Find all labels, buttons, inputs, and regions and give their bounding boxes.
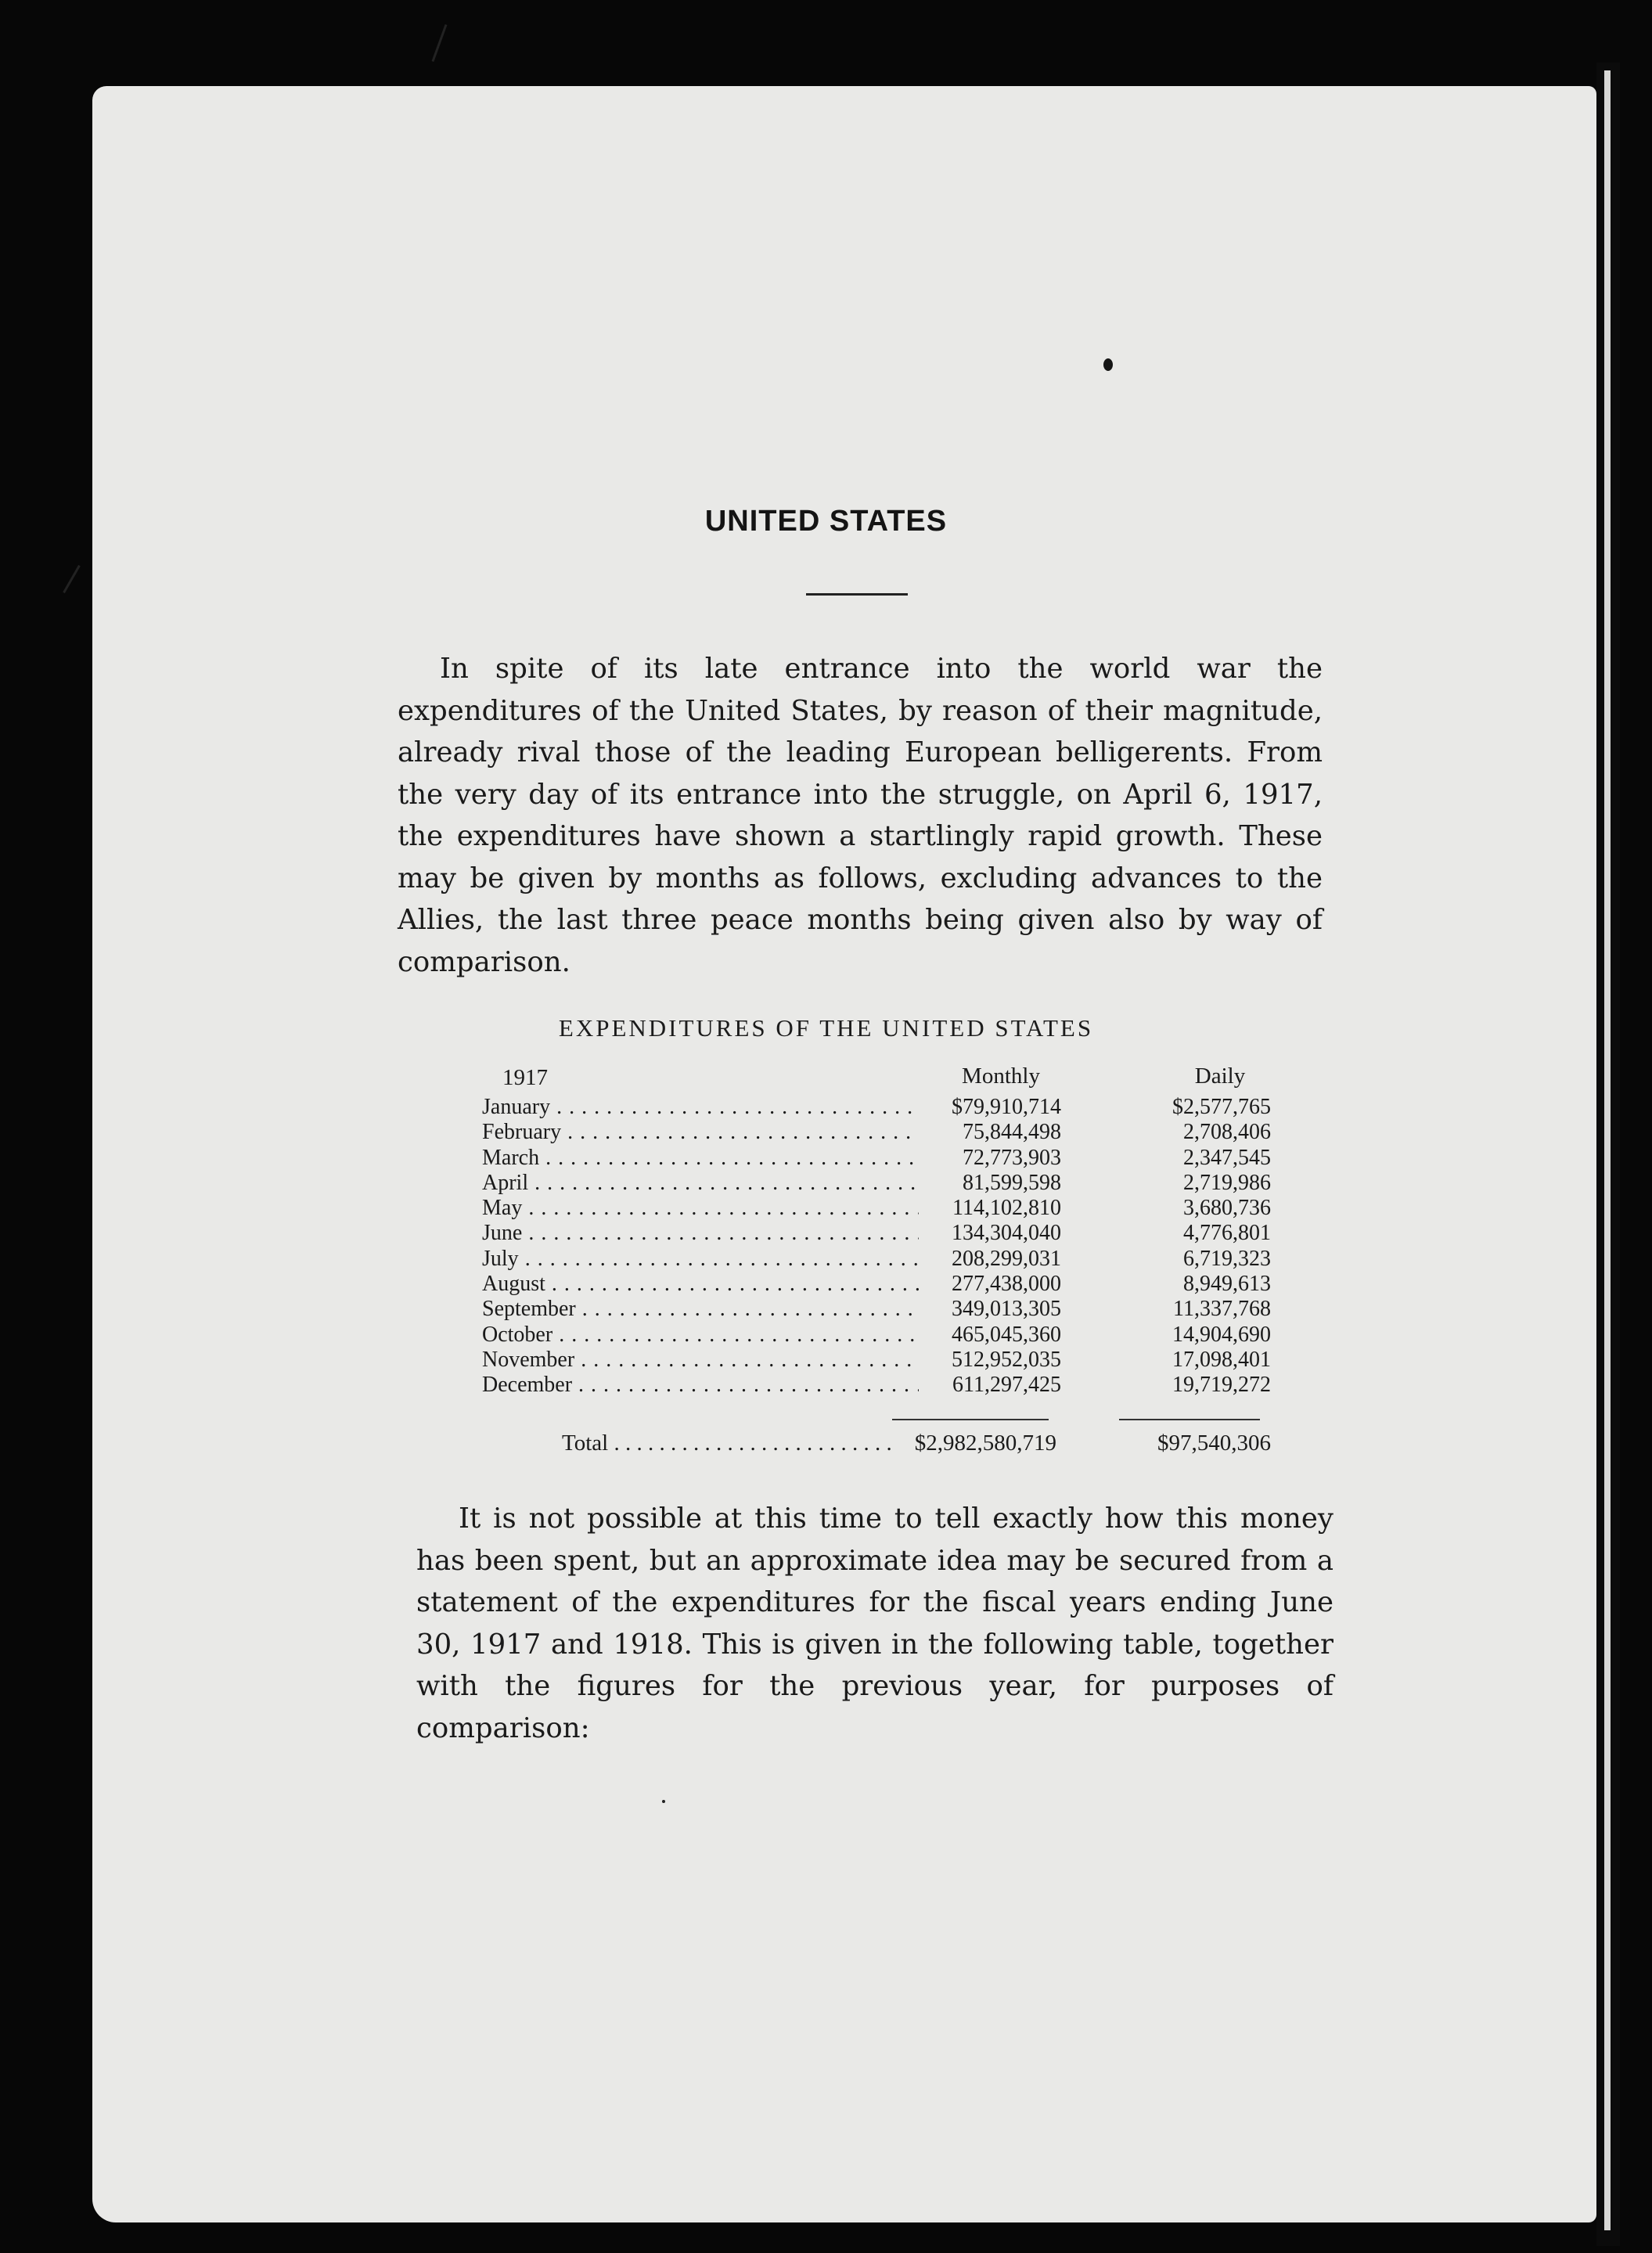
row-month: December . . . <box>482 1373 983 1398</box>
row-daily: 4,776,801 <box>1183 1221 1271 1246</box>
total-rule-monthly <box>892 1419 1049 1420</box>
row-monthly: 72,773,903 <box>919 1146 1061 1171</box>
table-header <box>480 1060 1263 1095</box>
row-monthly: 114,102,810 <box>919 1196 1061 1221</box>
table-total-row <box>480 1431 1271 1457</box>
table-row <box>480 1170 1271 1196</box>
table-row <box>480 1272 1271 1297</box>
intro-paragraph: In spite of its late entrance into the world war the expenditures of the United States, by reason of their magnitude, already rival those of the leading European belligerents. From the very day of its entrance into the struggle, on April 6, 1917, the expenditures have shown a startlingly rapid growth. These may be given by months as follows, excluding advances to the Allies, the last three peace months being given also by way of comparison. <box>398 653 1323 978</box>
next-page-edge <box>1604 70 1611 2230</box>
heading-rule <box>806 593 908 596</box>
row-monthly: $79,910,714 <box>919 1095 1061 1120</box>
table-row <box>480 1246 1271 1272</box>
row-monthly: 277,438,000 <box>919 1272 1061 1297</box>
row-daily: 6,719,323 <box>1183 1246 1271 1271</box>
table-title: EXPENDITURES OF THE UNITED STATES <box>558 1014 1094 1042</box>
row-daily: 2,719,986 <box>1183 1170 1271 1195</box>
row-month: January . . . <box>482 1095 983 1120</box>
closing-paragraph: It is not possible at this time to tell exactly how this money has been spent, but an approximate idea may be secured from a statement of the expenditures for the fiscal years ending June 30, 1917 and 1918. This is given in the following table, together with the figures for the previous year, for purposes of comparison: <box>416 1503 1333 1744</box>
row-daily: 2,708,406 <box>1183 1120 1271 1145</box>
row-daily: 19,719,272 <box>1172 1373 1271 1398</box>
row-month: May . . . <box>482 1196 983 1221</box>
total-label: Total . . . <box>562 1431 984 1456</box>
row-month: February . . . <box>482 1120 983 1145</box>
margin-mark <box>662 1800 665 1803</box>
row-daily: 8,949,613 <box>1183 1272 1271 1297</box>
row-daily: 17,098,401 <box>1172 1347 1271 1372</box>
row-monthly: 75,844,498 <box>919 1120 1061 1145</box>
header-daily: Daily <box>1194 1064 1246 1089</box>
header-monthly: Monthly <box>962 1064 1040 1089</box>
row-daily: 2,347,545 <box>1183 1145 1271 1170</box>
row-month: March . . . <box>482 1146 983 1171</box>
table-body <box>480 1095 1271 1398</box>
table-row <box>480 1196 1271 1221</box>
row-daily: $2,577,765 <box>1172 1095 1271 1119</box>
table-row <box>480 1373 1271 1398</box>
row-month: April . . . <box>482 1171 983 1196</box>
row-monthly: 349,013,305 <box>919 1297 1061 1322</box>
table-row <box>480 1221 1271 1246</box>
table-row <box>480 1120 1271 1145</box>
total-rule-daily <box>1119 1419 1260 1420</box>
row-month: October . . . <box>482 1323 983 1348</box>
ink-spot <box>1103 358 1113 371</box>
row-monthly: 208,299,031 <box>919 1247 1061 1272</box>
page-heading: UNITED STATES <box>704 505 948 538</box>
expenditures-table <box>480 1060 1271 1398</box>
total-daily: $97,540,306 <box>1157 1431 1271 1456</box>
row-month: June . . . <box>482 1221 983 1246</box>
table-row <box>480 1095 1271 1120</box>
row-monthly: 134,304,040 <box>919 1221 1061 1246</box>
row-monthly: 512,952,035 <box>919 1348 1061 1373</box>
table-row <box>480 1322 1271 1348</box>
header-year: 1917 <box>502 1065 548 1090</box>
row-daily: 11,337,768 <box>1173 1297 1271 1322</box>
table-row <box>480 1145 1271 1171</box>
row-monthly: 611,297,425 <box>919 1373 1061 1398</box>
row-month: September . . . <box>482 1297 983 1322</box>
margin-mark <box>432 24 448 62</box>
row-month: August . . . <box>482 1272 983 1297</box>
margin-mark <box>63 565 81 593</box>
row-monthly: 81,599,598 <box>919 1171 1061 1196</box>
table-row <box>480 1297 1271 1322</box>
row-month: November . . . <box>482 1348 983 1373</box>
row-monthly: 465,045,360 <box>919 1323 1061 1348</box>
row-daily: 14,904,690 <box>1172 1322 1271 1347</box>
total-monthly: $2,982,580,719 <box>891 1431 1056 1456</box>
row-daily: 3,680,736 <box>1183 1196 1271 1221</box>
row-month: July . . . <box>482 1247 983 1272</box>
table-row <box>480 1347 1271 1373</box>
